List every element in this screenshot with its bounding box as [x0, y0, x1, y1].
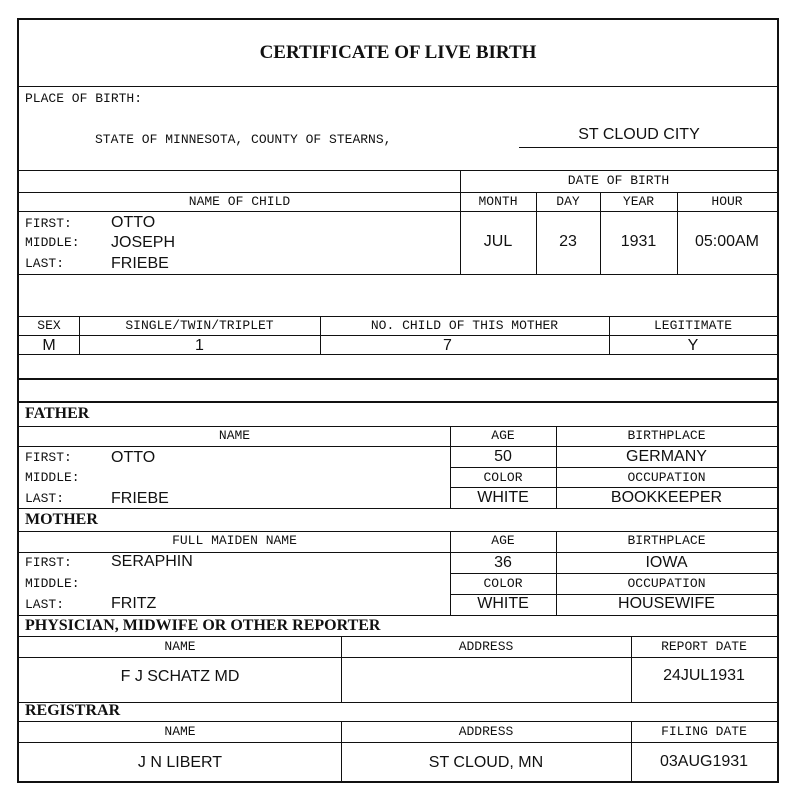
place-of-birth-label: PLACE OF BIRTH: — [25, 91, 143, 106]
state-county-text: STATE OF MINNESOTA, COUNTY OF STEARNS, — [95, 132, 392, 147]
month-label: MONTH — [478, 194, 518, 209]
physician-name: F J SCHATZ MD — [120, 668, 240, 685]
child-middle-name: JOSEPH — [111, 234, 176, 251]
legitimate-label: LEGITIMATE — [653, 318, 732, 333]
divider — [19, 657, 777, 658]
child-name-header: NAME OF CHILD — [188, 194, 291, 209]
mother-section-title: MOTHER — [25, 511, 98, 528]
father-occupation: BOOKKEEPER — [610, 489, 723, 506]
child-last-label: LAST: — [25, 256, 65, 271]
father-occupation-label: OCCUPATION — [627, 470, 706, 485]
mother-first-label: FIRST: — [25, 555, 72, 570]
divider — [19, 211, 777, 212]
father-first-name: OTTO — [111, 449, 156, 466]
divider — [19, 170, 777, 171]
year-label: YEAR — [622, 194, 655, 209]
child-first-label: FIRST: — [25, 216, 72, 231]
mother-color-label: COLOR — [483, 576, 523, 591]
birth-month: JUL — [483, 233, 513, 250]
divider — [19, 446, 777, 447]
divider — [19, 426, 777, 427]
sex-value: M — [42, 337, 56, 354]
child-number-value: 7 — [443, 337, 452, 354]
filing-date-label: FILING DATE — [661, 724, 747, 739]
report-date-label: REPORT DATE — [661, 639, 747, 654]
divider — [19, 702, 777, 703]
father-color: WHITE — [477, 489, 529, 506]
mother-age-label: AGE — [491, 533, 515, 548]
registrar-address-label: ADDRESS — [458, 724, 514, 739]
mother-birthplace: IOWA — [645, 554, 688, 571]
registrar-name-label: NAME — [164, 724, 196, 739]
father-birthplace: GERMANY — [626, 448, 707, 465]
divider — [19, 86, 777, 87]
child-first-name: OTTO — [111, 214, 156, 231]
father-birthplace-label: BIRTHPLACE — [627, 428, 706, 443]
filing-date: 03AUG1931 — [659, 753, 749, 770]
divider — [19, 274, 777, 275]
registrar-address: ST CLOUD, MN — [428, 754, 544, 771]
plurality-value: 1 — [195, 337, 204, 354]
father-age: 50 — [494, 448, 512, 465]
mother-last-name: FRITZ — [111, 595, 157, 612]
report-date: 24JUL1931 — [663, 667, 745, 684]
thick-divider — [19, 378, 777, 380]
mother-occupation-label: OCCUPATION — [627, 576, 706, 591]
father-last-label: LAST: — [25, 491, 65, 506]
birth-day: 23 — [559, 233, 577, 250]
birth-hour: 05:00AM — [694, 233, 760, 250]
physician-address-label: ADDRESS — [458, 639, 514, 654]
father-first-label: FIRST: — [25, 450, 72, 465]
divider — [19, 354, 777, 355]
registrar-name: J N LIBERT — [137, 754, 223, 771]
legitimate-value: Y — [687, 337, 699, 354]
city-value: ST CLOUD CITY — [578, 126, 700, 143]
divider — [19, 636, 777, 637]
father-name-header: NAME — [218, 428, 251, 443]
sex-label: SEX — [37, 318, 61, 333]
father-section-title: FATHER — [25, 405, 90, 422]
mother-first-name: SERAPHIN — [111, 553, 193, 570]
father-middle-label: MIDDLE: — [25, 470, 80, 485]
divider — [19, 335, 777, 336]
divider — [19, 615, 777, 616]
city-underline — [519, 147, 779, 148]
father-last-name: FRIEBE — [111, 490, 169, 507]
divider — [19, 316, 777, 317]
registrar-section-title: REGISTRAR — [25, 702, 121, 719]
father-color-label: COLOR — [483, 470, 523, 485]
divider — [19, 742, 777, 743]
mother-occupation: HOUSEWIFE — [618, 595, 715, 612]
divider — [19, 531, 777, 532]
certificate-title: CERTIFICATE OF LIVE BIRTH — [259, 42, 537, 63]
physician-section-title: PHYSICIAN, MIDWIFE OR OTHER REPORTER — [25, 617, 381, 634]
divider — [19, 508, 777, 509]
plurality-label: SINGLE/TWIN/TRIPLET — [125, 318, 274, 333]
father-age-label: AGE — [491, 428, 515, 443]
date-of-birth-header: DATE OF BIRTH — [567, 173, 670, 188]
mother-middle-label: MIDDLE: — [25, 576, 80, 591]
mother-last-label: LAST: — [25, 597, 65, 612]
divider — [450, 467, 777, 468]
birth-year: 1931 — [620, 233, 657, 250]
mother-age: 36 — [494, 554, 512, 571]
child-middle-label: MIDDLE: — [25, 235, 80, 250]
birth-certificate — [17, 18, 779, 783]
divider — [19, 192, 777, 193]
mother-birthplace-label: BIRTHPLACE — [627, 533, 706, 548]
divider — [450, 487, 777, 488]
child-last-name: FRIEBE — [111, 255, 169, 272]
hour-label: HOUR — [711, 194, 743, 209]
mother-color: WHITE — [477, 595, 529, 612]
thick-divider — [19, 401, 777, 403]
physician-name-label: NAME — [164, 639, 196, 654]
divider — [19, 721, 777, 722]
day-label: DAY — [556, 194, 580, 209]
mother-name-header: FULL MAIDEN NAME — [172, 533, 297, 548]
child-number-label: NO. CHILD OF THIS MOTHER — [370, 318, 559, 333]
divider — [450, 573, 777, 574]
